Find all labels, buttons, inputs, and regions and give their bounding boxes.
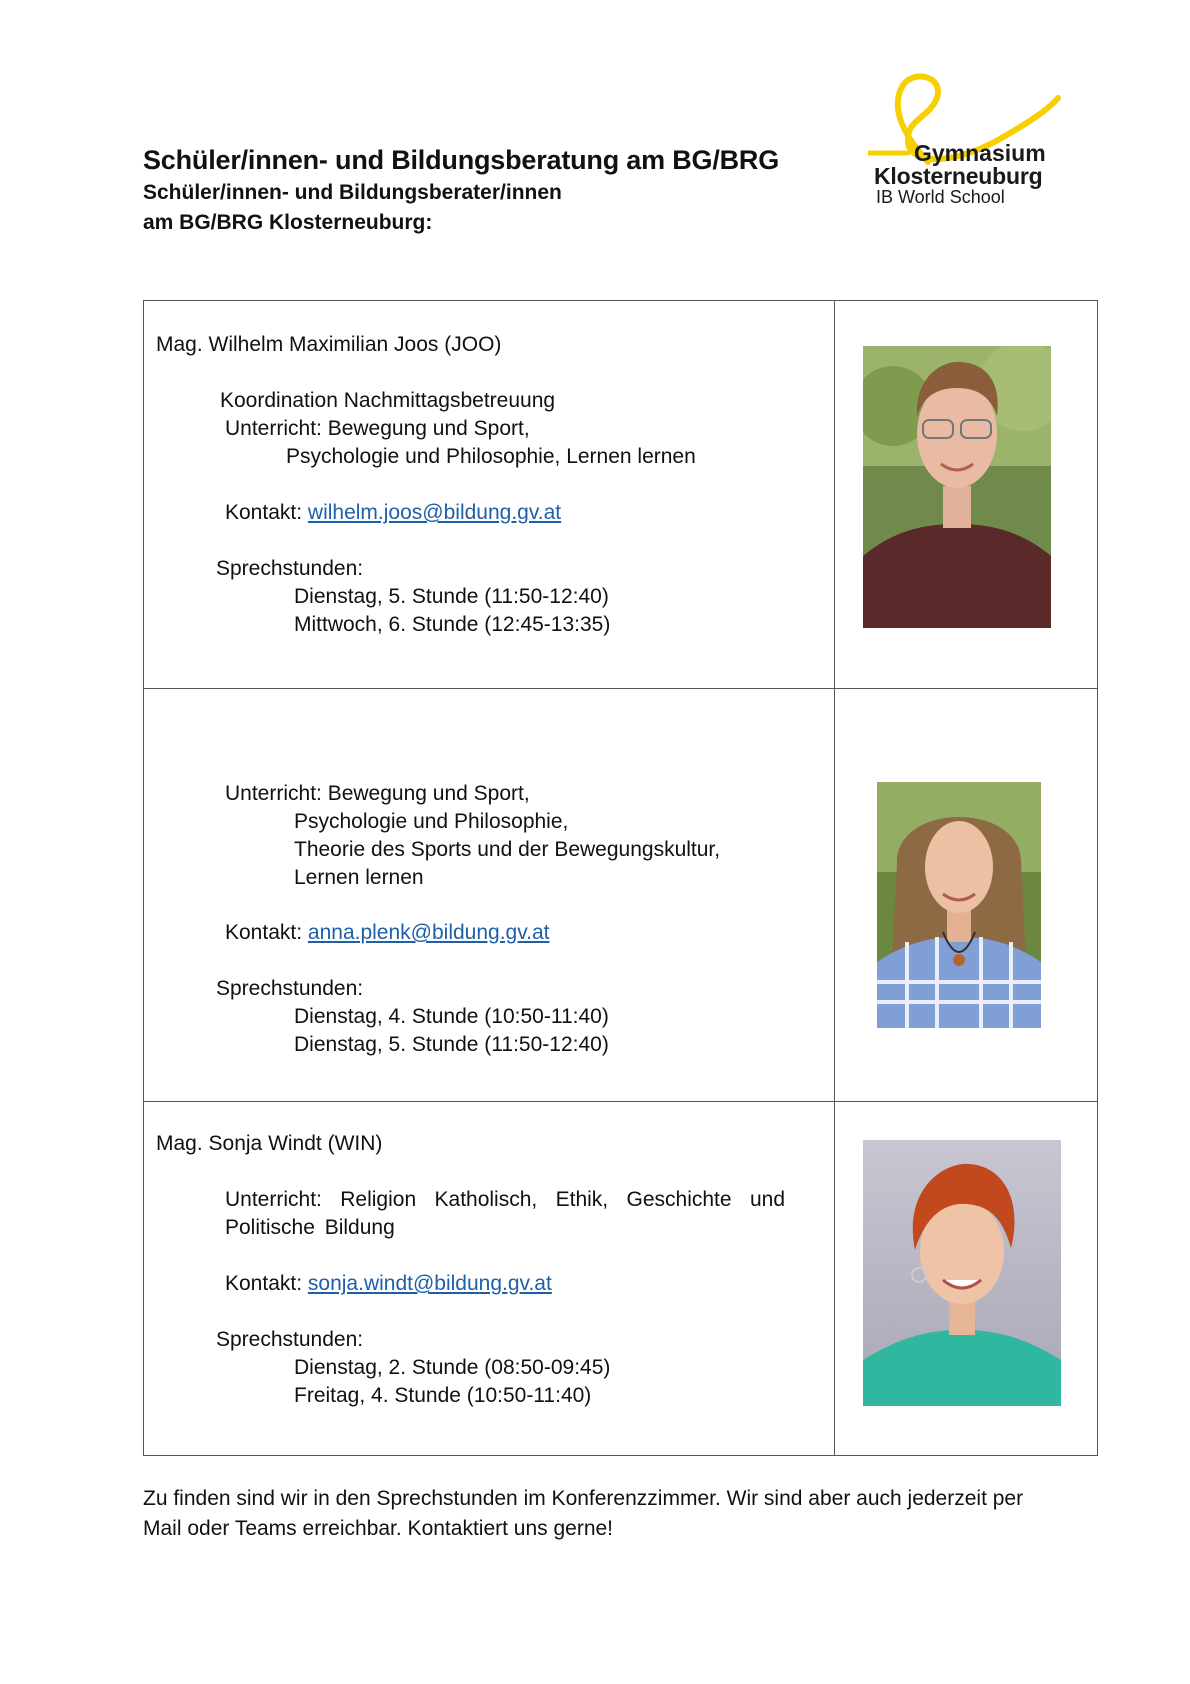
logo-text-gymnasium: Gymnasium — [914, 140, 1046, 166]
counselor-info-cell — [144, 689, 835, 1102]
page-title: Schüler/innen- und Bildungsberatung am BG/BRG — [143, 145, 780, 175]
office-hours-label: Sprechstunden: — [216, 1328, 364, 1351]
email-link[interactable]: sonja.windt@bildung.gv.at — [307, 1272, 552, 1295]
counselor-teaching: Unterricht: Religion Katholisch, Ethik, Geschichte und Politische Bildung — [225, 1188, 785, 1239]
counselor-photo — [863, 346, 1051, 628]
office-hours-item: Dienstag, 5. Stunde (11:50-12:40) — [294, 1033, 609, 1056]
counselor-teaching: Unterricht: Bewegung und Sport, — [225, 782, 530, 805]
office-hours-label: Sprechstunden: — [216, 557, 364, 580]
footer-note: Zu finden sind wir in den Sprechstunden im Konferenzzimmer. Wir sind aber auch jederzeit per Mail oder Teams erreichbar. Kontaktiert uns gerne! — [143, 1487, 1024, 1540]
office-hours-item: Mittwoch, 6. Stunde (12:45-13:35) — [294, 613, 611, 636]
counselor-info-cell — [144, 1102, 835, 1456]
counselor-contact — [225, 499, 561, 527]
email-link[interactable]: wilhelm.joos@bildung.gv.at — [307, 501, 562, 524]
table-row — [144, 301, 1098, 689]
logo-text-klosterneuburg: Klosterneuburg — [874, 163, 1043, 189]
page-subtitle-line1: Schüler/innen- und Bildungsberater/innen — [143, 181, 562, 204]
logo-text-ib-world-school: IB World School — [876, 187, 1005, 207]
counselor-contact — [225, 1270, 552, 1298]
school-logo — [868, 70, 1068, 210]
table-row — [144, 689, 1098, 1102]
office-hours-item: Dienstag, 4. Stunde (10:50-11:40) — [294, 1005, 609, 1028]
counselor-role: Koordination Nachmittagsbetreuung — [220, 389, 556, 412]
counselor-photo-cell — [835, 689, 1098, 1102]
counselor-name: Mag. Wilhelm Maximilian Joos (JOO) — [156, 333, 502, 356]
counselor-name: Mag. Sonja Windt (WIN) — [156, 1132, 383, 1155]
contact-label: Kontakt: — [225, 501, 303, 524]
counselor-info-cell — [144, 301, 835, 689]
page-subtitle-line2: am BG/BRG Klosterneuburg: — [143, 211, 433, 234]
email-link[interactable]: anna.plenk@bildung.gv.at — [307, 921, 550, 944]
counselor-teaching: Theorie des Sports und der Bewegungskultur, — [294, 838, 721, 861]
counselor-table — [143, 300, 1098, 1456]
counselor-teaching: Lernen lernen — [294, 866, 424, 889]
counselor-teaching: Psychologie und Philosophie, — [294, 810, 569, 833]
counselor-photo — [863, 1140, 1061, 1406]
counselor-teaching: Psychologie und Philosophie, Lernen lernen — [286, 445, 696, 468]
contact-label: Kontakt: — [225, 921, 303, 944]
page-header — [143, 142, 863, 238]
counselor-contact — [225, 919, 550, 947]
office-hours-item: Dienstag, 5. Stunde (11:50-12:40) — [294, 585, 609, 608]
contact-label: Kontakt: — [225, 1272, 303, 1295]
counselor-photo-cell — [835, 301, 1098, 689]
counselor-photo-cell — [835, 1102, 1098, 1456]
office-hours-item: Freitag, 4. Stunde (10:50-11:40) — [294, 1384, 592, 1407]
counselor-teaching: Unterricht: Bewegung und Sport, — [225, 417, 530, 440]
table-row — [144, 1102, 1098, 1456]
office-hours-item: Dienstag, 2. Stunde (08:50-09:45) — [294, 1356, 611, 1379]
office-hours-label: Sprechstunden: — [216, 977, 364, 1000]
counselor-photo — [877, 782, 1041, 1028]
